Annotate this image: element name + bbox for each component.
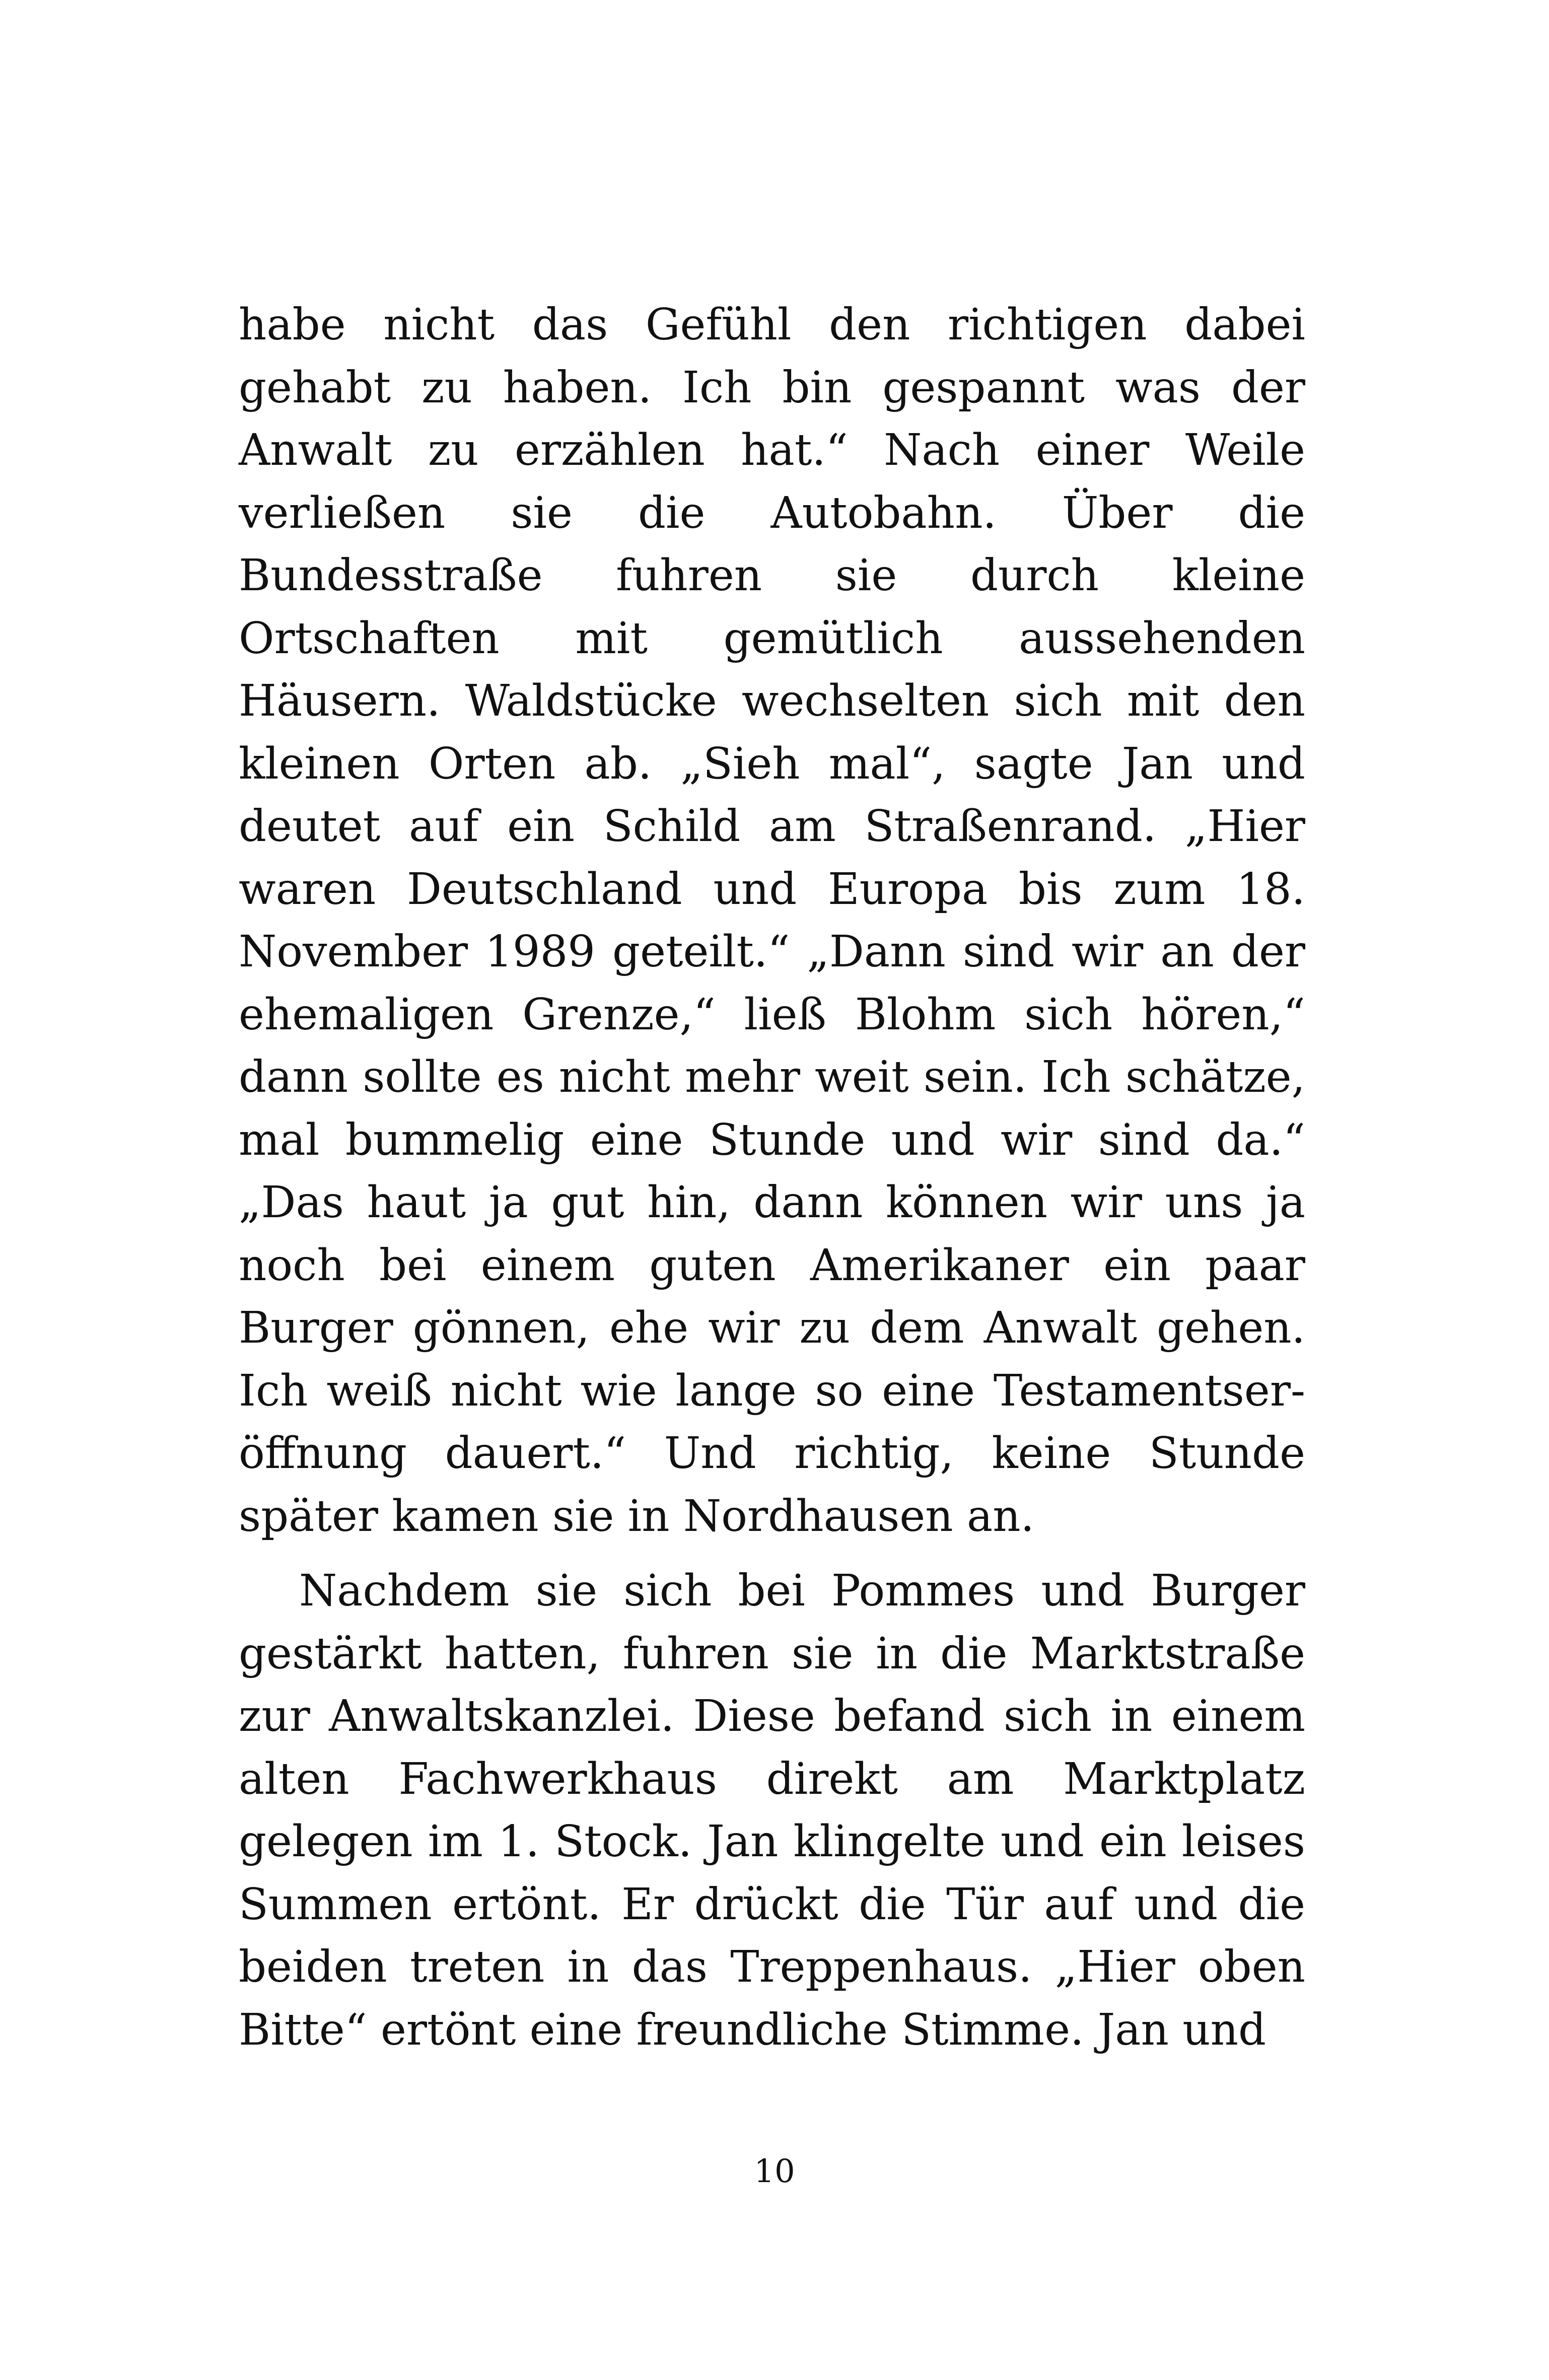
paragraph-1: habe nicht das Gefühl den richtigen dabei gehabt zu haben. Ich bin gespannt was der Anwalt zu erzählen hat.“ Nach einer Weile verließen sie die Autobahn. Über die Bundesstraße fuhren sie durch kleine Ortschaften mit gemütlich aussehenden Häusern. Waldstücke wechselten sich mit den kleinen Orten ab. „Sieh mal“, sagte Jan und deutet auf ein Schild am Straßenrand. „Hier waren Deutschland und Europa bis zum 18. November 1989 geteilt.“ „Dann sind wir an der ehemaligen Grenze,“ ließ Blohm sich hören,“ dann sollte es nicht mehr weit sein. Ich schätze, mal bummelig eine Stunde und wir sind da.“ „Das haut ja gut hin, dann können wir uns ja noch bei einem guten Amerikaner ein paar Burger gönnen, ehe wir zu dem Anwalt gehen. Ich weiß nicht wie lange so eine Testamentseröffnung dauert.“ Und richtig, keine Stunde später kamen sie in Nordhausen an. <box>239 300 1305 1542</box>
body-text <box>239 294 1305 2061</box>
page-number: 10 <box>754 2153 795 2190</box>
paragraph-2: Nachdem sie sich bei Pommes und Burger gestärkt hatten, fuhren sie in die Marktstraße zur Anwaltskanzlei. Diese befand sich in einem alten Fachwerkhaus direkt am Marktplatz gelegen im 1. Stock. Jan klingelte und ein leises Summen ertönt. Er drückt die Tür auf und die beiden treten in das Treppenhaus. „Hier oben Bitte“ ertönt eine freundliche Stimme. Jan und <box>239 1566 1305 2055</box>
